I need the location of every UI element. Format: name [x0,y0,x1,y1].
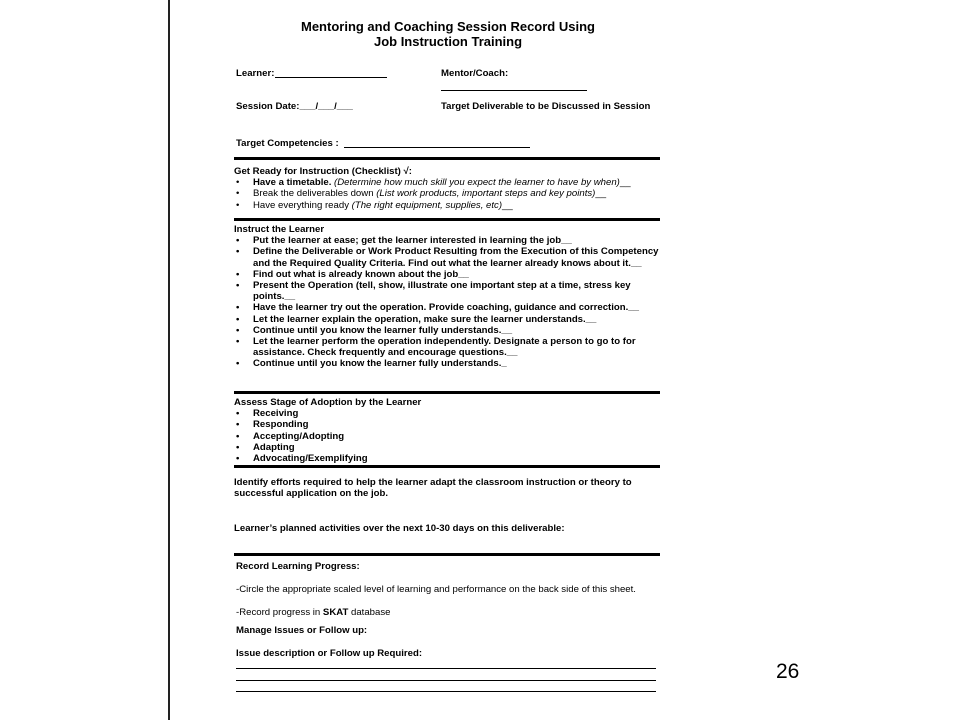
mentor-label: Mentor/Coach: [441,68,509,79]
issue-line [236,691,656,692]
section-rule [234,465,660,468]
checklist-item: • Have a timetable. (Determine how much skill you expect the learner to have by when)__ [236,177,631,189]
learner-underline [275,77,387,78]
checklist-item: • Have everything ready (The right equipment, supplies, etc)__ [236,199,513,211]
instruct-title: Instruct the Learner [234,224,325,235]
instruct-item: • Find out what is already known about the job__ [236,268,469,280]
issue-line [236,680,656,681]
instruct-item: • Have the learner try out the operation. Provide coaching, guidance and correction.__ [236,302,639,314]
instruct-item: • Define the Deliverable or Work Product Resulting from the Execution of this Competency and the Required Quality Criteria. Find out what the learner already knows about it.__ [236,246,659,269]
issue-line [236,668,656,669]
get-ready-title: Get Ready for Instruction (Checklist) √: [234,166,412,177]
session-record-document [234,0,664,720]
target-deliverable-label: Target Deliverable to be Discussed in Session [441,101,651,112]
checklist-item: • Break the deliverables down (List work products, important steps and key points)__ [236,188,607,200]
learner-label: Learner: [236,68,275,79]
record-progress-title: Record Learning Progress: [236,561,360,572]
instruct-item: • Continue until you know the learner fully understands._ [236,358,507,370]
page-number: 26 [776,660,800,683]
instruct-section [234,224,660,370]
instruct-item: • Put the learner at ease; get the learner interested in learning the job__ [236,235,572,247]
manage-issues-label: Manage Issues or Follow up: [236,625,368,636]
section-rule [234,391,660,394]
document-title-line1: Mentoring and Coaching Session Record Using [301,19,595,34]
assess-item: • Responding [236,419,309,431]
assess-item: • Adapting [236,441,295,453]
instruct-item: • Let the learner explain the operation, make sure the learner understands.__ [236,313,597,325]
instruct-item: • Let the learner perform the operation independently. Designate a person to go to for assistance. Check frequently and encourage questions.__ [236,336,636,359]
assess-section [234,397,660,464]
record-skat-line: -Record progress in SKAT database [236,607,391,618]
assess-item: • Accepting/Adopting [236,430,345,442]
section-rule [234,218,660,221]
issue-description-label: Issue description or Follow up Required: [236,648,423,659]
document-title-line2: Job Instruction Training [373,34,523,49]
assess-item: • Advocating/Exemplifying [236,453,368,465]
instruct-item: • Continue until you know the learner fully understands.__ [236,324,513,336]
section-rule [234,157,660,160]
session-date-label: Session Date:___/___/___ [236,101,353,112]
assess-item: • Receiving [236,408,299,420]
section-rule [234,553,660,556]
planned-activities-text: Learner’s planned activities over the next 10-30 days on this deliverable: [234,523,565,534]
assess-title: Assess Stage of Adoption by the Learner [234,397,422,408]
target-competencies-label: Target Competencies : [236,138,339,149]
slide-left-border [168,0,170,720]
mentor-underline [441,90,587,91]
get-ready-section [234,166,660,211]
instruct-item: • Present the Operation (tell, show, illustrate one important step at a time, stress key points.__ [236,280,631,303]
circle-instruction: -Circle the appropriate scaled level of learning and performance on the back side of this sheet. [236,584,636,595]
competencies-underline [344,147,530,148]
identify-efforts-text: Identify efforts required to help the learner adapt the classroom instruction or theory to successful application on the job. [234,477,632,500]
